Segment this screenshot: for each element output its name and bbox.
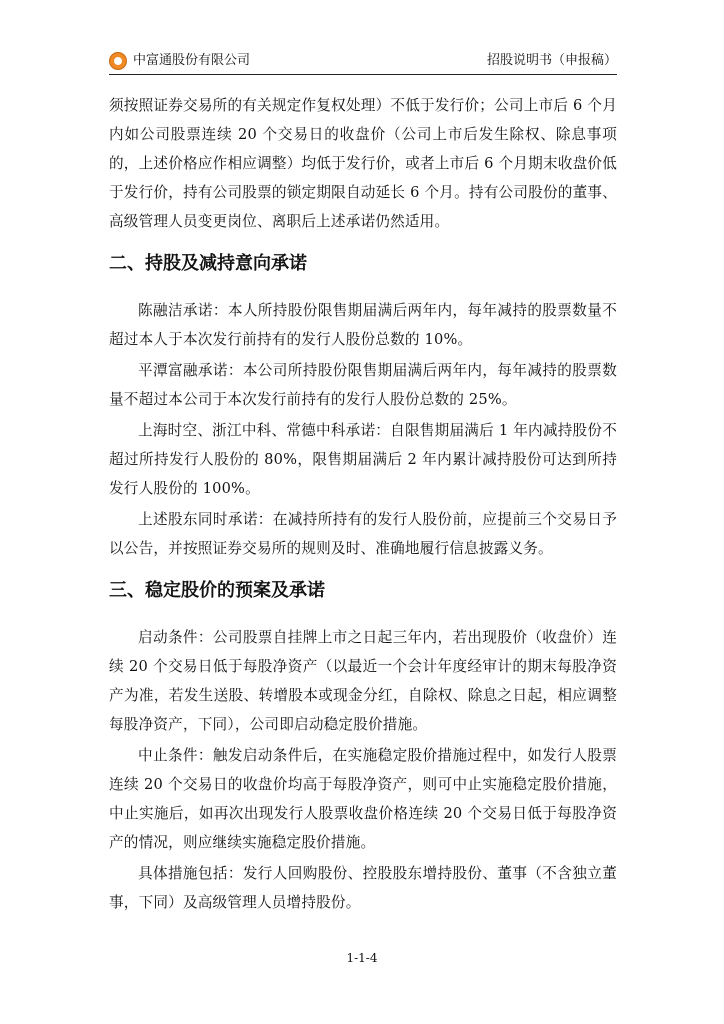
section2-paragraph-1: 陈融洁承诺：本人所持股份限售期届满后两年内，每年减持的股票数量不超过本人于本次发行前持有的发行人股份总数的 10%。 [109, 302, 617, 348]
page-header [109, 48, 617, 72]
page-number: 1-1-4 [346, 951, 378, 965]
intro-paragraph: 须按照证券交易所的有关规定作复权处理）不低于发行价；公司上市后 6 个月内如公司股票连续 20 个交易日的收盘价（公司上市后发生除权、除息事项的，上述价格应作相应调整）均低于发行价，或者上市后 6 个月期末收盘价低于发行价，持有公司股票的锁定期限自动延长 6 个月。持有公司股份的董事、高级管理人员变更岗位、离职后上述承诺仍然适用。 [109, 97, 617, 230]
section2-paragraph-2: 平潭富融承诺：本公司所持股份限售期届满后两年内，每年减持的股票数量不超过本公司于本次发行前持有的发行人股份总数的 25%。 [109, 362, 617, 408]
company-logo-icon [109, 52, 127, 70]
section-heading-2: 二、持股及减持意向承诺 [109, 253, 307, 274]
section3-paragraph-2: 中止条件：触发启动条件后，在实施稳定股价措施过程中，如发行人股票连续 20 个交易日的收盘价均高于每股净资产，则可中止实施稳定股价措施，中止实施后，如再次出现发行人股票收盘价格连续 20 个交易日低于每股净资产的情况，则应继续实施稳定股价措施。 [109, 747, 617, 851]
section3-paragraph-3: 具体措施包括：发行人回购股份、控股股东增持股份、董事（不含独立董事，下同）及高级管理人员增持股份。 [109, 865, 617, 911]
section2-paragraph-4: 上述股东同时承诺：在减持所持有的发行人股份前，应提前三个交易日予以公告，并按照证券交易所的规则及时、准确地履行信息披露义务。 [109, 511, 617, 557]
company-name: 中富通股份有限公司 [133, 53, 251, 68]
header-divider [109, 74, 617, 75]
section-heading-3: 三、稳定股价的预案及承诺 [109, 580, 325, 601]
document-body [109, 91, 617, 917]
section2-paragraph-3: 上海时空、浙江中科、常德中科承诺：自限售期届满后 1 年内减持股份不超过所持发行人股份的 80%，限售期届满后 2 年内累计减持股份可达到所持发行人股份的 100%。 [109, 422, 617, 497]
document-title: 招股说明书（申报稿） [486, 53, 617, 68]
section3-paragraph-1: 启动条件：公司股票自挂牌上市之日起三年内，若出现股价（收盘价）连续 20 个交易日低于每股净资产（以最近一个会计年度经审计的期末每股净资产为准，若发生送股、转增股本或现金分红，自除权、除息之日起，相应调整每股净资产，下同），公司即启动稳定股价措施。 [109, 629, 617, 733]
